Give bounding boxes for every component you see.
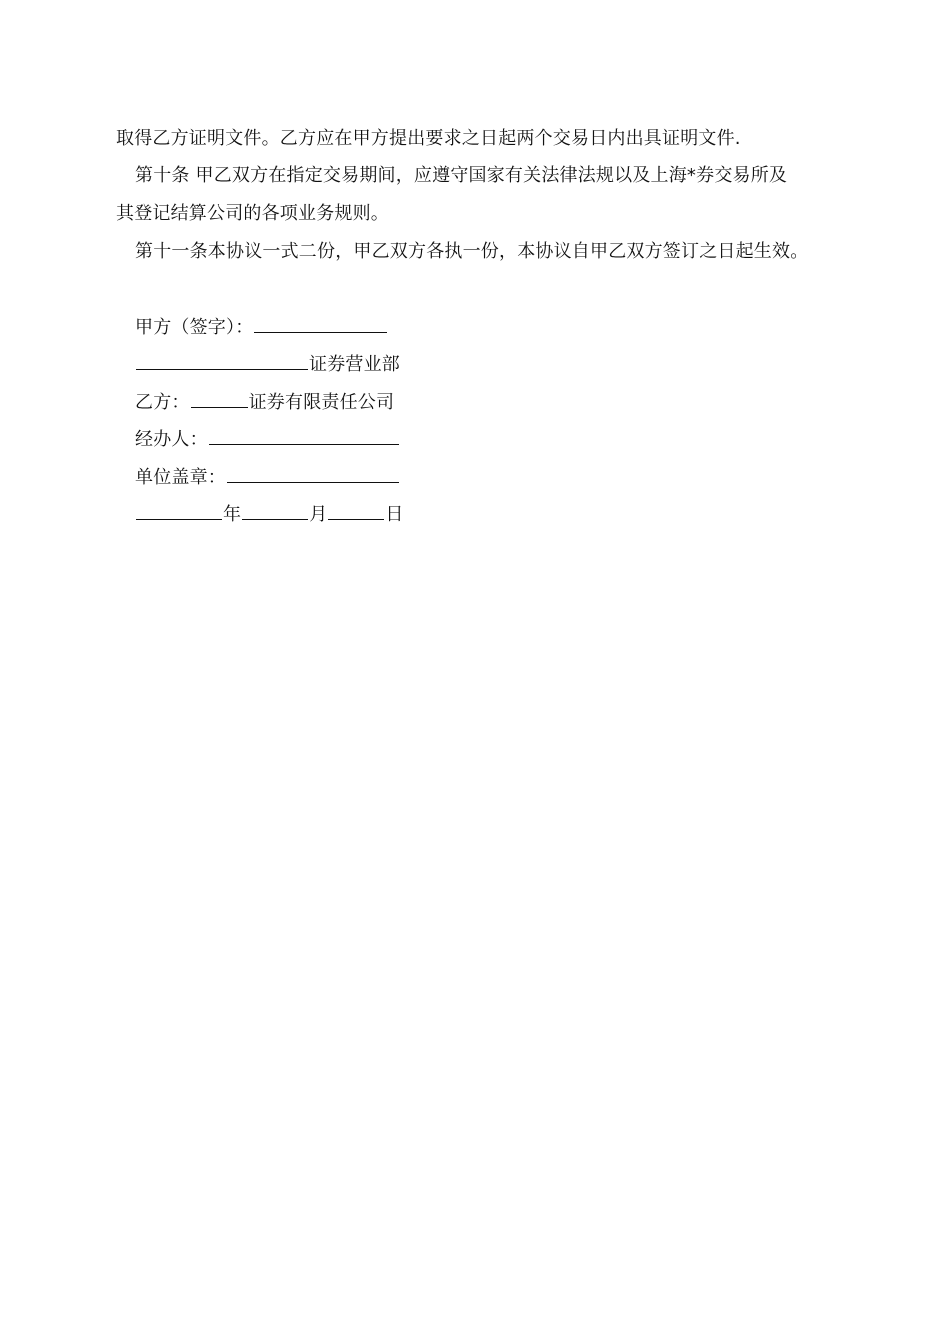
year-label: 年: [223, 504, 242, 525]
year-blank: [136, 501, 222, 520]
paragraph-proof-documents: 取得乙方证明文件。乙方应在甲方提出要求之日起两个交易日内出具证明文件.: [116, 128, 741, 149]
branch-suffix: 证券营业部: [309, 354, 400, 375]
signature-party-b-row: [135, 389, 394, 415]
agent-signature-blank: [209, 426, 399, 445]
month-blank: [242, 501, 308, 520]
party-a-signature-blank: [254, 314, 387, 333]
party-a-label: 甲方（签字）：: [135, 317, 254, 338]
branch-name-blank: [136, 351, 308, 370]
agent-label: 经办人：: [135, 429, 208, 450]
paragraph-article-10-line-2: 其登记结算公司的各项业务规则。: [116, 203, 389, 224]
signature-date-row: [135, 501, 404, 527]
paragraph-article-10-line-1: 第十条 甲乙双方在指定交易期间，应遵守国家有关法律法规以及上海*券交易所及: [135, 165, 788, 186]
day-blank: [328, 501, 384, 520]
month-label: 月: [309, 504, 328, 525]
seal-label: 单位盖章：: [135, 467, 226, 488]
signature-seal-row: [135, 464, 400, 490]
party-b-suffix: 证券有限责任公司: [248, 392, 395, 413]
day-label: 日: [385, 504, 404, 525]
party-b-name-blank: [191, 389, 248, 408]
party-b-label: 乙方：: [135, 392, 190, 413]
signature-branch-row: [135, 351, 400, 377]
seal-blank: [227, 464, 399, 483]
signature-party-a-row: [135, 314, 388, 340]
signature-agent-row: [135, 426, 400, 452]
paragraph-article-11: 第十一条本协议一式二份，甲乙双方各执一份，本协议自甲乙双方签订之日起生效。: [135, 241, 809, 262]
